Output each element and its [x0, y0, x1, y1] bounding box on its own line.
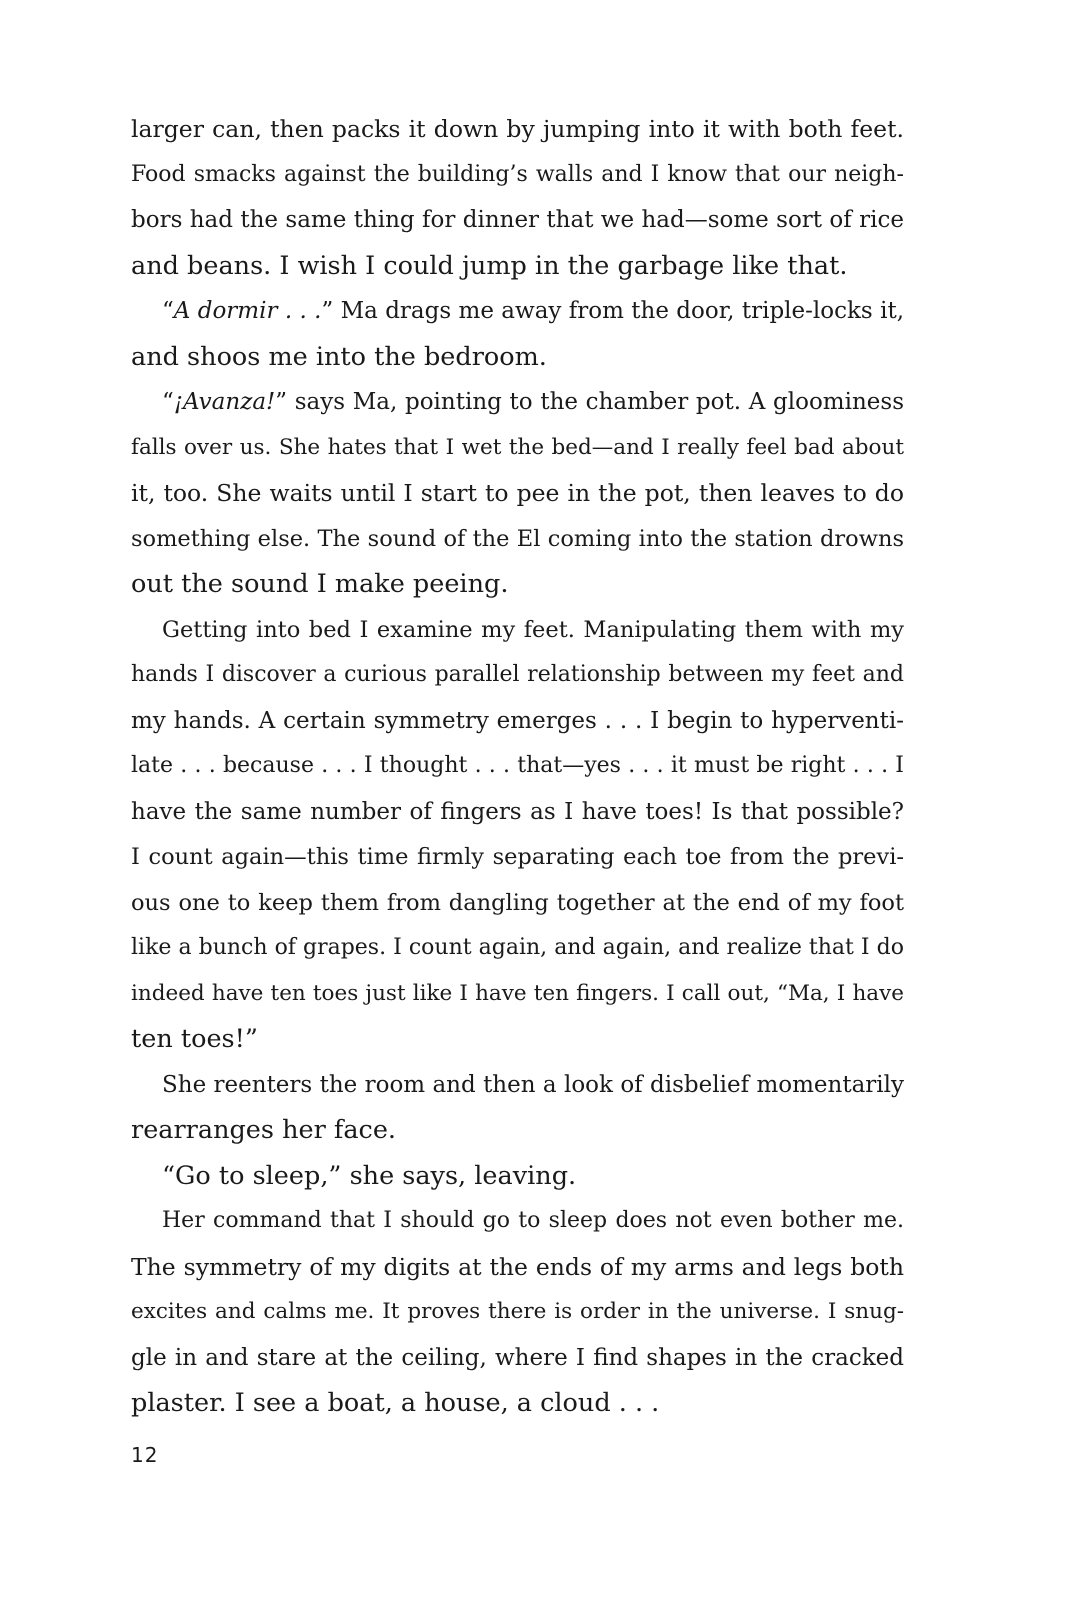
text-line: indeed have ten toes just like I have ten fingers. I call out, “Ma, I have: [131, 981, 904, 1006]
text-line: Food smacks against the building’s walls and I know that our neigh-: [131, 162, 904, 187]
text-run: ” Ma drags me away from the door, triple-locks it,: [321, 298, 904, 324]
text-line: out the sound I make peeing.: [131, 569, 509, 599]
text-line: something else. The sound of the El coming into the station drowns: [131, 526, 904, 552]
text-line: larger can, then packs it down by jumping into it with both feet.: [131, 115, 904, 143]
text-line: late . . . because . . . I thought . . . that—yes . . . it must be right . . . I: [131, 753, 904, 778]
text-run: “: [162, 298, 174, 324]
text-run: “: [162, 389, 174, 415]
text-line: excites and calms me. It proves there is order in the universe. I snug-: [131, 1299, 904, 1324]
text-line: “Go to sleep,” she says, leaving.: [162, 1161, 577, 1191]
text-line: and beans. I wish I could jump in the garbage like that.: [131, 251, 848, 281]
text-line: it, too. She waits until I start to pee in the pot, then leaves to do: [131, 479, 904, 507]
text-line: rearranges her face.: [131, 1115, 397, 1145]
text-line: [162, 294, 904, 328]
italic-phrase: ¡Avanza!: [173, 389, 276, 415]
text-line: hands I discover a curious parallel relationship between my feet and: [131, 662, 904, 687]
text-line: She reenters the room and then a look of disbelief momentarily: [162, 1072, 904, 1098]
text-line: falls over us. She hates that I wet the bed—and I really feel bad about: [131, 435, 904, 460]
text-line: like a bunch of grapes. I count again, and again, and realize that I do: [131, 935, 904, 960]
text-line: [162, 385, 904, 419]
text-line: ous one to keep them from dangling together at the end of my foot: [131, 890, 904, 916]
text-line: Getting into bed I examine my feet. Manipulating them with my: [162, 617, 904, 643]
text-line: have the same number of fingers as I have toes! Is that possible?: [131, 799, 904, 825]
text-line: The symmetry of my digits at the ends of my arms and legs both: [131, 1253, 904, 1281]
text-line: ten toes!”: [131, 1024, 258, 1054]
italic-phrase: A dormir . . .: [173, 298, 322, 324]
page-number: 12: [131, 1443, 159, 1467]
text-line: I count again—this time firmly separating each toe from the previ-: [131, 844, 904, 870]
text-line: and shoos me into the bedroom.: [131, 342, 547, 372]
text-line: Her command that I should go to sleep does not even bother me.: [162, 1208, 904, 1233]
text-run: ” says Ma, pointing to the chamber pot. A gloominess: [275, 389, 904, 415]
text-line: bors had the same thing for dinner that we had—some sort of rice: [131, 207, 904, 233]
text-line: my hands. A certain symmetry emerges . . . I begin to hyperventi-: [131, 708, 904, 734]
text-line: plaster. I see a boat, a house, a cloud . . .: [131, 1388, 660, 1418]
text-line: gle in and stare at the ceiling, where I find shapes in the cracked: [131, 1345, 904, 1371]
